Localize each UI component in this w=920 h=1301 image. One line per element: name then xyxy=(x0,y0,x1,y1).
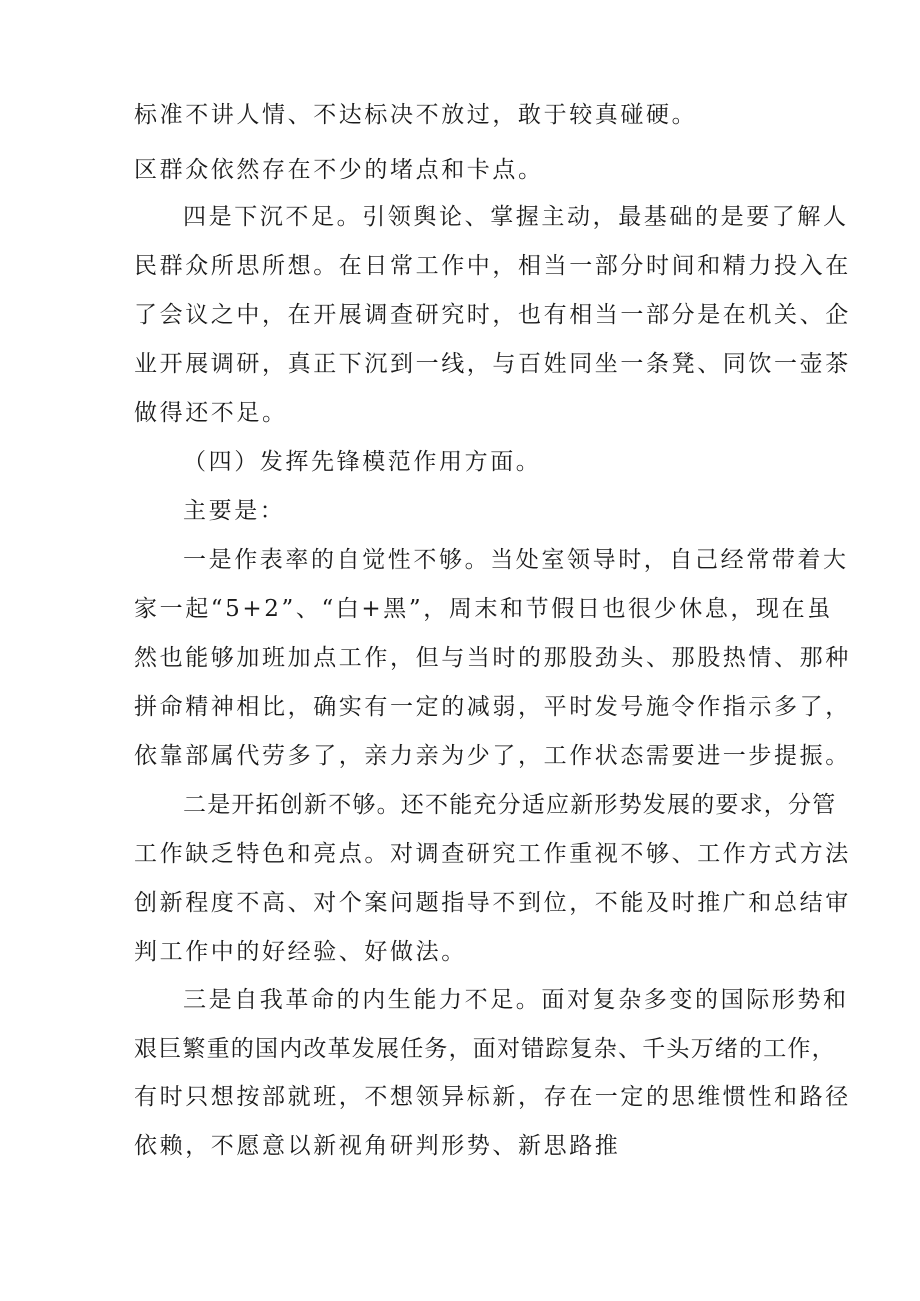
paragraph-line: 依靠部属代劳多了，亲力亲为少了，工作状态需要进一步提振。 xyxy=(134,743,851,769)
paragraph-line: 主要是： xyxy=(183,498,286,524)
paragraph-line: 工作缺乏特色和亮点。对调查研究工作重视不够、工作方式方法 xyxy=(134,841,851,867)
paragraph-line: 创新程度不高、对个案问题指导不到位，不能及时推广和总结审 xyxy=(134,890,851,916)
paragraph-line: 判工作中的好经验、好做法。 xyxy=(134,939,467,965)
paragraph-line: 一是作表率的自觉性不够。当处室领导时，自己经常带着大 xyxy=(183,547,849,573)
paragraph-line: 三是自我革命的内生能力不足。面对复杂多变的国际形势和 xyxy=(183,987,849,1013)
paragraph-line: 艰巨繁重的国内改革发展任务，面对错踪复杂、千头万绪的工作， xyxy=(134,1036,836,1062)
paragraph-line: 拼命精神相比，确实有一定的减弱，平时发号施令作指示多了， xyxy=(134,694,851,720)
paragraph-line: 业开展调研，真正下沉到一线，与百姓同坐一条凳、同饮一壶茶 xyxy=(134,351,851,377)
paragraph-line: 民群众所思所想。在日常工作中，相当一部分时间和精力投入在 xyxy=(134,253,851,279)
paragraph-line: 有时只想按部就班，不想领异标新，存在一定的思维惯性和路径 xyxy=(134,1084,851,1110)
paragraph-line: 家一起“5+2”、“白+黑”，周末和节假日也很少休息，现在虽 xyxy=(134,596,833,622)
section-heading: （四）发挥先锋模范作用方面。 xyxy=(183,449,542,475)
text-line: 区群众依然存在不少的堵点和卡点。 xyxy=(134,157,544,183)
paragraph-line: 然也能够加班加点工作，但与当时的那股劲头、那股热情、那种 xyxy=(134,645,851,671)
paragraph-line: 做得还不足。 xyxy=(134,400,288,426)
text-line: 标准不讲人情、不达标决不放过，敢于较真碰硬。 xyxy=(134,102,698,128)
paragraph-line: 二是开拓创新不够。还不能充分适应新形势发展的要求，分管 xyxy=(183,792,837,818)
paragraph-line: 了会议之中，在开展调查研究时，也有相当一部分是在机关、企 xyxy=(134,302,851,328)
paragraph-line: 四是下沉不足。引领舆论、掌握主动，最基础的是要了解人 xyxy=(183,204,849,230)
paragraph-line: 依赖，不愿意以新视角研判形势、新思路推 xyxy=(134,1133,621,1159)
